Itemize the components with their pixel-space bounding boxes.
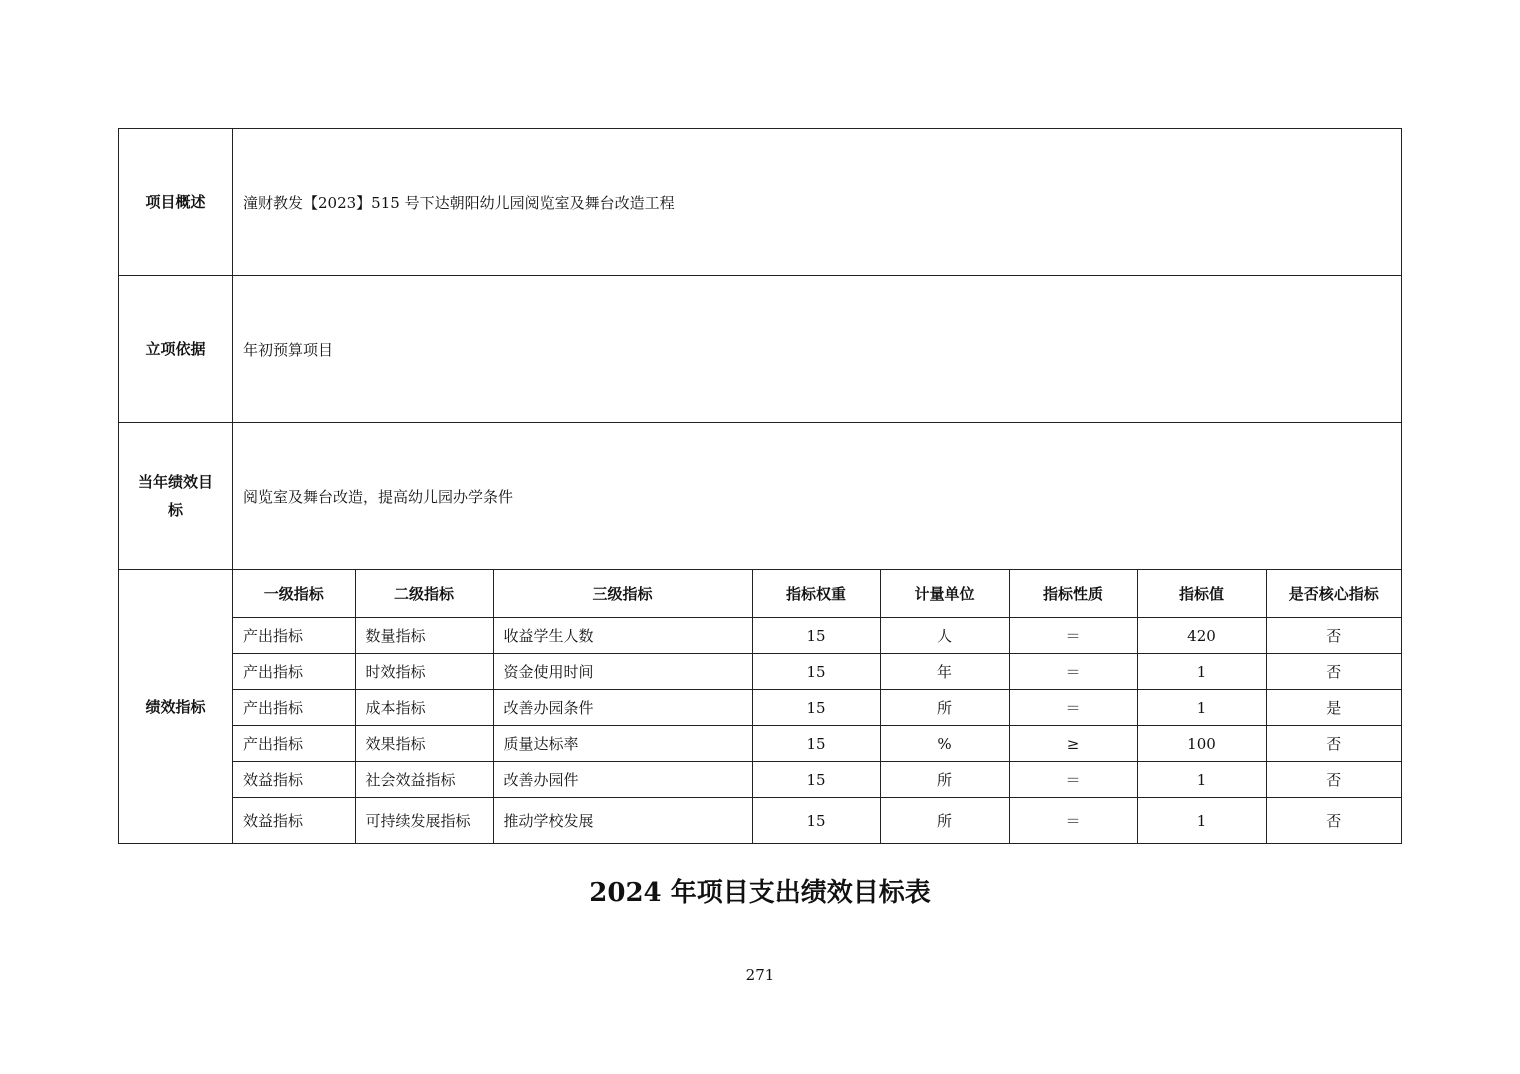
indicator-cell: 420 xyxy=(1137,618,1266,654)
indicator-header-cell: 计量单位 xyxy=(880,570,1009,618)
indicator-cell: 改善办园条件 xyxy=(493,690,752,726)
page-number: 271 xyxy=(745,966,775,984)
indicator-cell: 是 xyxy=(1266,690,1401,726)
indicator-header-cell: 指标值 xyxy=(1137,570,1266,618)
indicator-cell: 1 xyxy=(1137,762,1266,798)
indicator-cell: 推动学校发展 xyxy=(493,798,752,844)
goal-label-line2: 标 xyxy=(167,501,183,519)
indicator-cell: 产出指标 xyxy=(233,618,355,654)
indicator-row xyxy=(233,762,1401,798)
indicator-header-cell: 三级指标 xyxy=(493,570,752,618)
indicator-cell: 15 xyxy=(752,654,880,690)
document-title: 2024 年项目支出绩效目标表 xyxy=(589,878,931,908)
basis-row xyxy=(119,276,1402,423)
indicator-cell: 成本指标 xyxy=(355,690,493,726)
indicator-cell: 否 xyxy=(1266,618,1401,654)
indicator-cell: 年 xyxy=(880,654,1009,690)
indicator-cell: 否 xyxy=(1266,798,1401,844)
indicator-table xyxy=(233,570,1401,843)
indicator-header-cell: 一级指标 xyxy=(233,570,355,618)
indicator-row xyxy=(233,690,1401,726)
indicator-cell: ＝ xyxy=(1009,654,1137,690)
indicator-header-cell: 二级指标 xyxy=(355,570,493,618)
performance-table xyxy=(118,128,1402,844)
overview-label: 项目概述 xyxy=(119,129,233,276)
indicator-cell: % xyxy=(880,726,1009,762)
indicator-header-cell: 指标权重 xyxy=(752,570,880,618)
overview-row xyxy=(119,129,1402,276)
indicators-label: 绩效指标 xyxy=(119,570,233,844)
indicator-cell: 人 xyxy=(880,618,1009,654)
indicator-cell: ＝ xyxy=(1009,762,1137,798)
indicator-cell: 可持续发展指标 xyxy=(355,798,493,844)
indicator-cell: 质量达标率 xyxy=(493,726,752,762)
indicator-header-row xyxy=(233,570,1401,618)
indicator-cell: ≥ xyxy=(1009,726,1137,762)
indicator-cell: ＝ xyxy=(1009,618,1137,654)
indicator-cell: 所 xyxy=(880,690,1009,726)
indicator-cell: ＝ xyxy=(1009,798,1137,844)
indicator-cell: 100 xyxy=(1137,726,1266,762)
indicator-cell: 产出指标 xyxy=(233,690,355,726)
indicators-cell xyxy=(233,570,1402,844)
indicator-cell: 所 xyxy=(880,798,1009,844)
indicator-cell: 1 xyxy=(1137,798,1266,844)
indicator-cell: 所 xyxy=(880,762,1009,798)
indicator-cell: 改善办园件 xyxy=(493,762,752,798)
basis-content: 年初预算项目 xyxy=(233,276,1402,423)
goal-content: 阅览室及舞台改造，提高幼儿园办学条件 xyxy=(233,423,1402,570)
indicator-cell: 效益指标 xyxy=(233,798,355,844)
indicator-cell: 资金使用时间 xyxy=(493,654,752,690)
indicator-cell: 时效指标 xyxy=(355,654,493,690)
indicator-cell: 产出指标 xyxy=(233,654,355,690)
indicator-body xyxy=(233,618,1401,844)
indicator-cell: 1 xyxy=(1137,654,1266,690)
indicator-cell: ＝ xyxy=(1009,690,1137,726)
indicator-cell: 15 xyxy=(752,690,880,726)
indicator-cell: 效益指标 xyxy=(233,762,355,798)
indicator-header-cell: 指标性质 xyxy=(1009,570,1137,618)
indicator-cell: 1 xyxy=(1137,690,1266,726)
indicator-row xyxy=(233,798,1401,844)
indicator-cell: 15 xyxy=(752,762,880,798)
indicator-cell: 否 xyxy=(1266,762,1401,798)
indicator-cell: 效果指标 xyxy=(355,726,493,762)
overview-content: 潼财教发【2023】515 号下达朝阳幼儿园阅览室及舞台改造工程 xyxy=(233,129,1402,276)
indicator-cell: 15 xyxy=(752,726,880,762)
indicator-header-cell: 是否核心指标 xyxy=(1266,570,1401,618)
indicator-cell: 否 xyxy=(1266,726,1401,762)
goal-label-line1: 当年绩效目 xyxy=(137,473,213,491)
indicator-cell: 产出指标 xyxy=(233,726,355,762)
project-info-table xyxy=(118,128,1402,844)
indicator-row xyxy=(233,726,1401,762)
indicator-row xyxy=(233,618,1401,654)
indicator-cell: 15 xyxy=(752,618,880,654)
indicator-cell: 收益学生人数 xyxy=(493,618,752,654)
indicator-cell: 否 xyxy=(1266,654,1401,690)
goal-row xyxy=(119,423,1402,570)
goal-label xyxy=(119,423,233,570)
indicator-cell: 数量指标 xyxy=(355,618,493,654)
indicator-cell: 社会效益指标 xyxy=(355,762,493,798)
indicators-row xyxy=(119,570,1402,844)
indicator-row xyxy=(233,654,1401,690)
indicator-cell: 15 xyxy=(752,798,880,844)
basis-label: 立项依据 xyxy=(119,276,233,423)
